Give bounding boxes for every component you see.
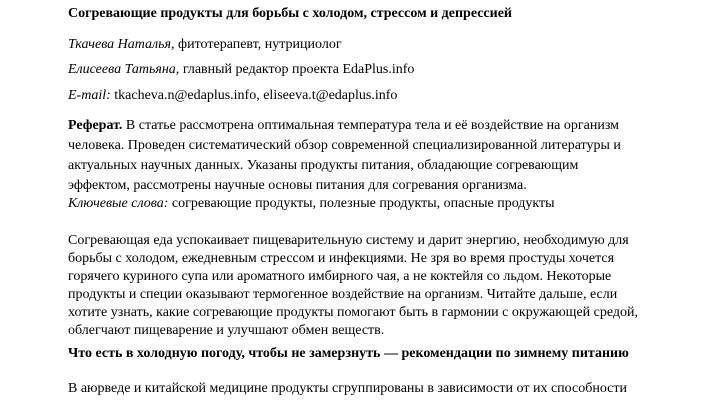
abstract-line: актуальных научных данных. Указаны продукты питания, обладающие согревающим — [68, 158, 579, 173]
section-paragraph — [68, 380, 668, 398]
paragraph-line: продукты и специи оказывают термогенное воздействие на организм. Читайте дальше, если — [68, 287, 618, 302]
abstract-label: Реферат. — [68, 118, 123, 133]
abstract-line: эффектом, рассмотрены научные основы питания для согревания организма. — [68, 178, 527, 193]
paragraph-line: горячего куриного супа или ароматного имбирного чая, а не коктейля со льдом. Некоторые — [68, 269, 612, 284]
author-name: Елисеева Татьяна, — [68, 62, 180, 77]
keywords-value: согревающие продукты, полезные продукты, опасные продукты — [168, 196, 555, 211]
paragraph-line: Согревающая еда успокаивает пищеварительную систему и дарит энергию, необходимую для — [68, 233, 629, 248]
keywords-line — [68, 196, 555, 212]
author-role: фитотерапевт, нутрициолог — [174, 37, 342, 52]
keywords-label: Ключевые слова: — [68, 196, 169, 211]
intro-paragraph — [68, 232, 648, 340]
email-line — [68, 88, 397, 104]
paragraph-line: хотите узнать, какие согревающие продукты помогают быть в гармонии с окружающей средой, — [68, 305, 639, 320]
author-name: Ткачева Наталья, — [68, 37, 175, 52]
abstract-line: человека. Проведен систематический обзор современной специализированной литературы и — [68, 138, 621, 153]
email-value: tkacheva.n@edaplus.info, eliseeva.t@edaplus.info — [110, 88, 398, 103]
paragraph-line: облегчают пищеварение и улучшают обмен веществ. — [68, 323, 385, 338]
author-role: главный редактор проекта EdaPlus.info — [179, 62, 415, 77]
section-heading: Что есть в холодную погоду, чтобы не замерзнуть — рекомендации по зимнему питанию — [68, 346, 629, 361]
author-line-1 — [68, 37, 342, 53]
abstract-line: Реферат. В статье рассмотрена оптимальная температура тела и её воздействие на организм — [68, 118, 620, 133]
author-line-2 — [68, 62, 414, 78]
abstract — [68, 116, 648, 196]
paragraph-line: борьбы с холодом, ежедневным стрессом и инфекциями. Не зря во время простуды хочется — [68, 251, 615, 266]
email-label: E-mail: — [68, 88, 111, 103]
paragraph-line: В аюрведе и китайской медицине продукты сгруппированы в зависимости от их способности — [68, 381, 627, 396]
article-title: Согревающие продукты для борьбы с холодом, стрессом и депрессией — [68, 6, 512, 21]
